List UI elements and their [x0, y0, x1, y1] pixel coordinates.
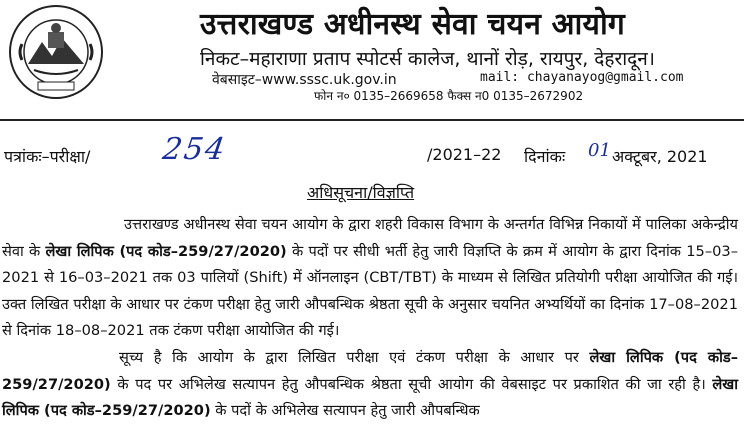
date-label: दिनांकः	[524, 147, 566, 166]
website-line: वेबसाइट–www.sssc.uk.gov.in	[212, 72, 397, 88]
paragraph-1-text-a: उत्तराखण्ड अधीनस्थ सेवा चयन आयोग के द्वारा शहरी विकास विभाग के अन्तर्गत विभिन्न निकायों में पालिका अकेन्द्रीय सेवा के	[2, 216, 738, 260]
paragraph-2-text-a: सूच्य है कि आयोग के द्वारा लिखित परीक्षा एवं टंकण परीक्षा के आधार पर	[119, 348, 590, 366]
paragraph-2	[2, 345, 738, 425]
post-name-bold: लेखा लिपिक (पद कोड–259/27/2020)	[2, 348, 738, 393]
post-name-bold: लेखा लिपिक (पद कोड–259/27/2020)	[45, 242, 287, 260]
reference-number-handwritten: 254	[160, 132, 229, 167]
notice-body	[2, 212, 738, 425]
post-name-bold: लेखा लिपिक (पद कोड–259/27/2020)	[2, 375, 738, 420]
reference-year: /2021–22	[427, 145, 502, 164]
reference-label: पत्रांकः–परीक्षा/	[4, 147, 91, 166]
paragraph-1	[2, 212, 738, 345]
paragraph-1-text-b: के पदों पर सीधी भर्ती हेतु जारी विज्ञप्ति के क्रम में आयोग के द्वारा दिनांक 15–03–2021 से 16–03–2021 तक 03 पालियों (Shift) में ऑनलाइन (CBT/TBT) के माध्यम से लिखित प्रतियोगी परीक्षा आयोजित की गई। उक्त लिखित परीक्षा के आधार पर टंकण परीक्षा हेतु जारी औपबन्धिक श्रेष्ठता सूची के अनुसार चयनित अभ्यर्थियों का दिनांक 17–08–2021 से दिनांक 18–08–2021 तक टंकण परीक्षा आयोजित की गई।	[2, 242, 738, 340]
date-day-handwritten: 01	[588, 140, 611, 161]
date-month-year: अक्टूबर, 2021	[612, 147, 708, 166]
notice-heading: अधिसूचना/विज्ञप्ति	[307, 183, 415, 202]
paragraph-2-text-c: के पदों के अभिलेख सत्यापन हेतु जारी औपबन्धिक	[210, 402, 480, 420]
paragraph-2-text-b: के पद पर अभिलेख सत्यापन हेतु औपबन्धिक श्रेष्ठता सूची आयोग की वेबसाइट पर प्रकाशित की जा रही है।	[110, 375, 713, 393]
commission-address: निकट–महाराणा प्रताप स्पोटर्स कालेज, थानों रोड़, रायपुर, देहरादून।	[200, 48, 655, 70]
email-line: mail: chayanayog@gmail.com	[480, 70, 684, 85]
header-divider	[0, 119, 744, 121]
commission-seal-logo	[8, 4, 104, 100]
commission-title: उत्तराखण्ड अधीनस्थ सेवा चयन आयोग	[200, 7, 626, 42]
phone-fax-line: फोन न० 0135–2669658 फैक्स न0 0135–2672902	[314, 89, 584, 103]
